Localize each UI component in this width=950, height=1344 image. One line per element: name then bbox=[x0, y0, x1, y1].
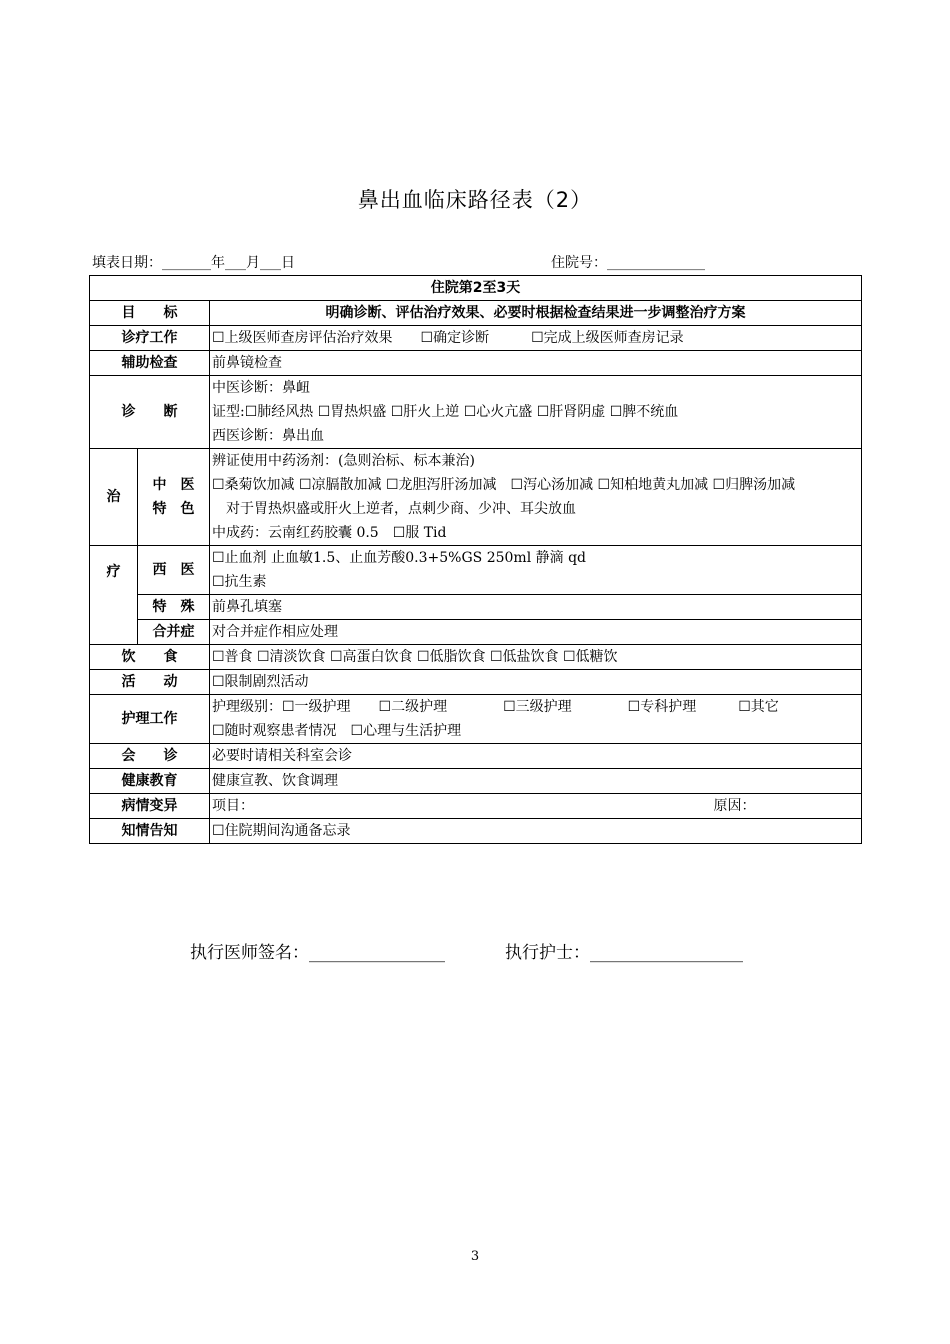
page-number: 3 bbox=[470, 1249, 480, 1264]
western-treatment-row bbox=[90, 546, 862, 595]
western-treatment-value bbox=[210, 546, 862, 595]
page-title: 鼻出血临床路径表（2） bbox=[357, 188, 593, 212]
activity-row bbox=[90, 670, 862, 695]
admission-number-field[interactable]: 住院号：______________ bbox=[551, 255, 705, 271]
variation-reason-field[interactable]: 原因： bbox=[713, 798, 756, 814]
activity-label: 活 动 bbox=[90, 670, 210, 695]
antibiotic-line[interactable]: ☐抗生素 bbox=[212, 574, 267, 590]
health-education-label: 健康教育 bbox=[90, 769, 210, 794]
tcm-feature-label bbox=[138, 449, 210, 546]
aux-exam-label: 辅助检查 bbox=[90, 351, 210, 376]
variation-row bbox=[90, 794, 862, 819]
tcm-decoction-line: 辨证使用中药汤剂：(急则治标、标本兼治) bbox=[212, 453, 475, 469]
consent-label: 知情告知 bbox=[90, 819, 210, 844]
complication-row bbox=[90, 620, 862, 645]
fill-date-field[interactable]: 填表日期：_______年___月___日 bbox=[92, 255, 295, 271]
variation-value bbox=[210, 794, 862, 819]
diet-row bbox=[90, 645, 862, 670]
patent-medicine-line[interactable]: 中成药：云南红药胶囊 0.5 ☐服 Tid bbox=[212, 525, 447, 541]
diagnosis-work-value[interactable]: ☐上级医师查房评估治疗效果 ☐确定诊断 ☐完成上级医师查房记录 bbox=[210, 326, 862, 351]
consent-value[interactable]: ☐住院期间沟通备忘录 bbox=[210, 819, 862, 844]
western-label: 西 医 bbox=[138, 546, 210, 595]
acupuncture-line: 对于胃热炽盛或肝火上逆者，点刺少商、少冲、耳尖放血 bbox=[212, 501, 576, 517]
nursing-observation-line[interactable]: ☐随时观察患者情况 ☐心理与生活护理 bbox=[212, 723, 462, 739]
consult-value: 必要时请相关科室会诊 bbox=[210, 744, 862, 769]
stay-days-header: 住院第2至3天 bbox=[90, 276, 862, 301]
nursing-value bbox=[210, 695, 862, 744]
complication-label: 合并症 bbox=[138, 620, 210, 645]
consult-row bbox=[90, 744, 862, 769]
western-diagnosis-line: 西医诊断：鼻出血 bbox=[212, 428, 324, 444]
tcm-treatment-row bbox=[90, 449, 862, 546]
tcm-label-line1: 中 医 bbox=[152, 477, 195, 493]
complication-value: 对合并症作相应处理 bbox=[210, 620, 862, 645]
health-education-value: 健康宣教、饮食调理 bbox=[210, 769, 862, 794]
treatment-label-top: 治 bbox=[90, 449, 138, 546]
special-value: 前鼻孔填塞 bbox=[210, 595, 862, 620]
goal-row bbox=[90, 301, 862, 326]
clinical-pathway-table bbox=[89, 275, 862, 844]
goal-label: 目 标 bbox=[90, 301, 210, 326]
diagnosis-label: 诊 断 bbox=[90, 376, 210, 449]
diagnosis-work-label: 诊疗工作 bbox=[90, 326, 210, 351]
doctor-signature-field[interactable]: 执行医师签名：________________ bbox=[190, 943, 445, 963]
treatment-label-bottom: 疗 bbox=[90, 546, 138, 645]
aux-exam-value: 前鼻镜检查 bbox=[210, 351, 862, 376]
activity-value[interactable]: ☐限制剧烈活动 bbox=[210, 670, 862, 695]
health-education-row bbox=[90, 769, 862, 794]
tcm-diagnosis-line: 中医诊断：鼻衄 bbox=[212, 380, 310, 396]
aux-exam-row bbox=[90, 351, 862, 376]
nursing-level-line[interactable]: 护理级别：☐一级护理 ☐二级护理 ☐三级护理 ☐专科护理 ☐其它 bbox=[212, 699, 779, 715]
diagnosis-value bbox=[210, 376, 862, 449]
goal-value: 明确诊断、评估治疗效果、必要时根据检查结果进一步调整治疗方案 bbox=[210, 301, 862, 326]
tcm-formula-options[interactable]: ☐桑菊饮加减 ☐凉膈散加减 ☐龙胆泻肝汤加减 ☐泻心汤加减 ☐知柏地黄丸加减 ☐归脾汤加减 bbox=[212, 477, 796, 493]
variation-label: 病情变异 bbox=[90, 794, 210, 819]
nurse-signature-field[interactable]: 执行护士：__________________ bbox=[505, 943, 743, 963]
diagnosis-work-row bbox=[90, 326, 862, 351]
consult-label: 会 诊 bbox=[90, 744, 210, 769]
diet-value[interactable]: ☐普食 ☐清淡饮食 ☐高蛋白饮食 ☐低脂饮食 ☐低盐饮食 ☐低糖饮 bbox=[210, 645, 862, 670]
variation-item-field[interactable]: 项目： bbox=[212, 798, 254, 814]
hemostatic-line[interactable]: ☐止血剂 止血敏1.5、止血芳酸0.3+5%GS 250ml 静滴 qd bbox=[212, 550, 586, 566]
diagnosis-row bbox=[90, 376, 862, 449]
tcm-label-line2: 特 色 bbox=[152, 501, 195, 517]
special-label: 特 殊 bbox=[138, 595, 210, 620]
consent-row bbox=[90, 819, 862, 844]
nursing-row bbox=[90, 695, 862, 744]
tcm-treatment-value bbox=[210, 449, 862, 546]
table-header-row bbox=[90, 276, 862, 301]
diet-label: 饮 食 bbox=[90, 645, 210, 670]
syndrome-type-line[interactable]: 证型:☐肺经风热 ☐胃热炽盛 ☐肝火上逆 ☐心火亢盛 ☐肝肾阴虚 ☐脾不统血 bbox=[212, 404, 679, 420]
special-treatment-row bbox=[90, 595, 862, 620]
nursing-label: 护理工作 bbox=[90, 695, 210, 744]
